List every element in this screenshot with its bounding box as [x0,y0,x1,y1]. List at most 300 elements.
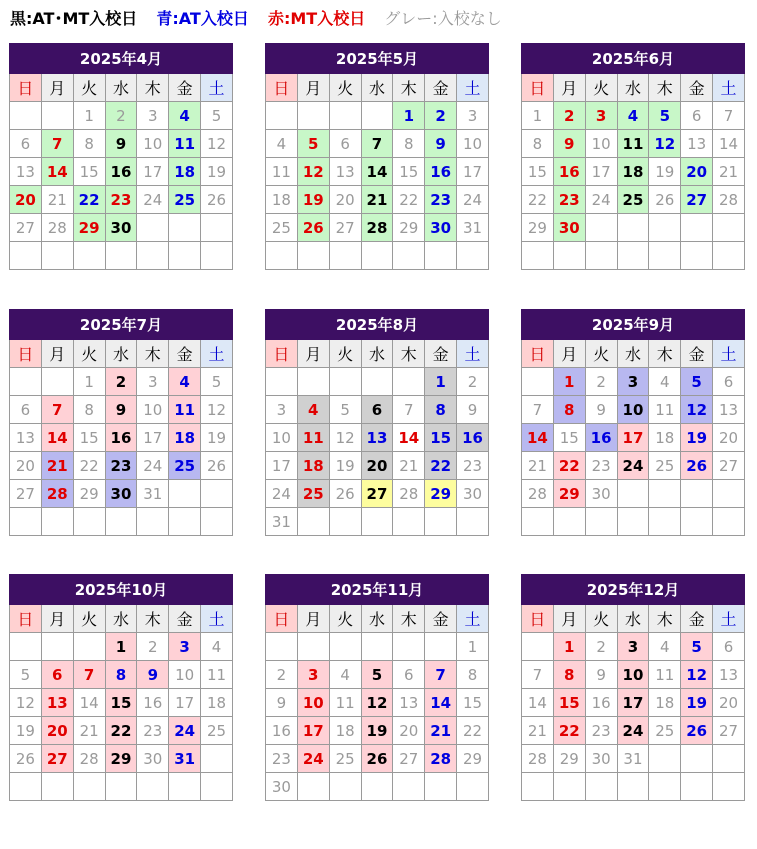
weekday-header: 金 [425,74,457,102]
day-cell: 21 [522,717,554,745]
day-cell: 22 [73,452,105,480]
day-cell: 28 [522,480,554,508]
day-cell: 18 [297,452,329,480]
day-cell: 14 [41,424,73,452]
day-cell: 18 [169,158,201,186]
empty-cell [713,480,745,508]
weekday-header: 土 [713,74,745,102]
day-cell: 9 [105,130,137,158]
empty-cell [266,102,298,130]
day-cell: 4 [649,368,681,396]
empty-cell [393,508,425,536]
month-title: 2025年5月 [266,44,489,74]
day-cell: 7 [522,661,554,689]
day-cell: 29 [105,745,137,773]
empty-cell [457,242,489,270]
month-calendar [521,43,745,270]
day-cell: 19 [201,424,233,452]
day-cell: 18 [266,186,298,214]
day-cell: 27 [681,186,713,214]
day-cell: 3 [585,102,617,130]
empty-cell [393,368,425,396]
day-cell: 11 [297,424,329,452]
empty-cell [73,508,105,536]
day-cell: 29 [73,214,105,242]
day-cell: 8 [553,396,585,424]
empty-cell [297,773,329,801]
day-cell: 11 [169,396,201,424]
day-cell: 29 [553,480,585,508]
empty-cell [585,242,617,270]
day-cell: 15 [553,424,585,452]
day-cell: 24 [137,452,169,480]
day-cell: 8 [105,661,137,689]
weekday-header: 日 [10,340,42,368]
day-cell: 4 [617,102,649,130]
weekday-header: 水 [617,605,649,633]
empty-cell [297,633,329,661]
day-cell: 11 [649,396,681,424]
day-cell: 14 [41,158,73,186]
day-cell: 16 [425,158,457,186]
day-cell: 1 [425,368,457,396]
day-cell: 2 [105,368,137,396]
empty-cell [10,633,42,661]
empty-cell [41,368,73,396]
day-cell: 13 [41,689,73,717]
empty-cell [617,508,649,536]
day-cell: 24 [457,186,489,214]
month-calendar [521,574,745,801]
day-cell: 18 [201,689,233,717]
day-cell: 20 [361,452,393,480]
day-cell: 23 [553,186,585,214]
day-cell: 8 [393,130,425,158]
day-cell: 17 [137,424,169,452]
empty-cell [137,773,169,801]
day-cell: 22 [393,186,425,214]
day-cell: 8 [425,396,457,424]
day-cell: 12 [10,689,42,717]
day-cell: 28 [522,745,554,773]
day-cell: 29 [425,480,457,508]
day-cell: 22 [457,717,489,745]
day-cell: 28 [73,745,105,773]
empty-cell [713,745,745,773]
empty-cell [713,214,745,242]
day-cell: 15 [73,158,105,186]
day-cell: 25 [329,745,361,773]
weekday-header: 月 [553,340,585,368]
day-cell: 25 [169,186,201,214]
weekday-header: 水 [361,340,393,368]
weekday-header: 火 [73,74,105,102]
empty-cell [393,242,425,270]
day-cell: 26 [361,745,393,773]
day-cell: 23 [585,717,617,745]
day-cell: 14 [522,689,554,717]
day-cell: 12 [649,130,681,158]
day-cell: 10 [137,396,169,424]
day-cell: 16 [137,689,169,717]
month-calendar [9,574,233,801]
day-cell: 4 [297,396,329,424]
day-cell: 11 [617,130,649,158]
weekday-header: 水 [105,340,137,368]
empty-cell [169,214,201,242]
day-cell: 22 [425,452,457,480]
day-cell: 27 [10,214,42,242]
empty-cell [73,773,105,801]
day-cell: 28 [41,214,73,242]
day-cell: 16 [105,158,137,186]
empty-cell [649,480,681,508]
day-cell: 17 [266,452,298,480]
day-cell: 3 [297,661,329,689]
empty-cell [393,633,425,661]
day-cell: 19 [649,158,681,186]
day-cell: 24 [266,480,298,508]
day-cell: 13 [10,158,42,186]
day-cell: 17 [297,717,329,745]
weekday-header: 水 [105,74,137,102]
day-cell: 1 [105,633,137,661]
empty-cell [553,773,585,801]
weekday-header: 土 [457,74,489,102]
day-cell: 13 [393,689,425,717]
day-cell: 27 [329,214,361,242]
empty-cell [361,242,393,270]
month-calendar [265,574,489,801]
day-cell: 15 [73,424,105,452]
day-cell: 22 [522,186,554,214]
day-cell: 2 [553,102,585,130]
weekday-header: 日 [10,74,42,102]
weekday-header: 金 [681,340,713,368]
day-cell: 6 [713,633,745,661]
empty-cell [553,242,585,270]
weekday-header: 金 [425,605,457,633]
day-cell: 1 [553,368,585,396]
empty-cell [522,242,554,270]
day-cell: 5 [681,368,713,396]
day-cell: 10 [169,661,201,689]
day-cell: 21 [425,717,457,745]
day-cell: 10 [457,130,489,158]
day-cell: 22 [105,717,137,745]
empty-cell [329,633,361,661]
weekday-header: 火 [329,340,361,368]
weekday-header: 金 [169,605,201,633]
empty-cell [681,214,713,242]
day-cell: 25 [201,717,233,745]
day-cell: 31 [137,480,169,508]
empty-cell [329,773,361,801]
day-cell: 15 [553,689,585,717]
weekday-header: 火 [585,74,617,102]
empty-cell [522,368,554,396]
empty-cell [41,773,73,801]
day-cell: 7 [41,396,73,424]
legend-blue: 青:AT入校日 [156,9,249,28]
day-cell: 22 [553,717,585,745]
weekday-header: 日 [522,340,554,368]
day-cell: 10 [617,661,649,689]
weekday-header: 日 [522,74,554,102]
empty-cell [617,773,649,801]
day-cell: 15 [393,158,425,186]
weekday-header: 木 [393,74,425,102]
day-cell: 18 [329,717,361,745]
day-cell: 14 [713,130,745,158]
day-cell: 29 [522,214,554,242]
day-cell: 24 [297,745,329,773]
weekday-header: 火 [73,605,105,633]
day-cell: 16 [457,424,489,452]
empty-cell [41,633,73,661]
weekday-header: 木 [649,340,681,368]
day-cell: 12 [201,130,233,158]
empty-cell [201,242,233,270]
day-cell: 3 [137,102,169,130]
weekday-header: 水 [105,605,137,633]
empty-cell [393,773,425,801]
day-cell: 26 [681,717,713,745]
day-cell: 10 [266,424,298,452]
empty-cell [297,102,329,130]
day-cell: 14 [425,689,457,717]
day-cell: 30 [266,773,298,801]
empty-cell [713,508,745,536]
day-cell: 11 [169,130,201,158]
month-title: 2025年8月 [266,310,489,340]
empty-cell [105,773,137,801]
day-cell: 24 [617,452,649,480]
month-calendar [9,309,233,536]
day-cell: 1 [553,633,585,661]
day-cell: 20 [393,717,425,745]
weekday-header: 木 [393,605,425,633]
weekday-header: 火 [329,74,361,102]
legend-red: 赤:MT入校日 [267,9,366,28]
day-cell: 31 [169,745,201,773]
day-cell: 20 [329,186,361,214]
day-cell: 24 [585,186,617,214]
empty-cell [41,242,73,270]
day-cell: 12 [681,396,713,424]
day-cell: 20 [713,424,745,452]
day-cell: 2 [457,368,489,396]
day-cell: 23 [137,717,169,745]
day-cell: 27 [10,480,42,508]
empty-cell [329,368,361,396]
weekday-header: 金 [681,74,713,102]
day-cell: 9 [105,396,137,424]
weekday-header: 火 [585,340,617,368]
day-cell: 20 [713,689,745,717]
day-cell: 30 [137,745,169,773]
empty-cell [297,508,329,536]
day-cell: 19 [681,424,713,452]
month-title: 2025年12月 [522,575,745,605]
day-cell: 4 [329,661,361,689]
day-cell: 7 [713,102,745,130]
day-cell: 21 [41,186,73,214]
empty-cell [10,508,42,536]
day-cell: 9 [425,130,457,158]
day-cell: 29 [457,745,489,773]
day-cell: 24 [137,186,169,214]
empty-cell [425,633,457,661]
day-cell: 5 [649,102,681,130]
day-cell: 30 [553,214,585,242]
day-cell: 12 [361,689,393,717]
empty-cell [105,242,137,270]
weekday-header: 木 [393,340,425,368]
empty-cell [10,773,42,801]
weekday-header: 木 [649,74,681,102]
day-cell: 19 [681,689,713,717]
empty-cell [425,773,457,801]
weekday-header: 土 [713,605,745,633]
empty-cell [361,773,393,801]
empty-cell [201,214,233,242]
empty-cell [41,102,73,130]
day-cell: 27 [713,717,745,745]
empty-cell [169,508,201,536]
empty-cell [457,508,489,536]
day-cell: 17 [169,689,201,717]
empty-cell [553,508,585,536]
day-cell: 29 [73,480,105,508]
month-title: 2025年4月 [10,44,233,74]
day-cell: 10 [617,396,649,424]
empty-cell [137,242,169,270]
empty-cell [585,773,617,801]
day-cell: 2 [105,102,137,130]
day-cell: 14 [73,689,105,717]
day-cell: 13 [681,130,713,158]
day-cell: 9 [585,396,617,424]
day-cell: 30 [585,745,617,773]
weekday-header: 日 [522,605,554,633]
day-cell: 4 [649,633,681,661]
day-cell: 4 [201,633,233,661]
empty-cell [10,368,42,396]
day-cell: 21 [73,717,105,745]
empty-cell [266,368,298,396]
empty-cell [617,480,649,508]
weekday-header: 土 [201,340,233,368]
day-cell: 22 [553,452,585,480]
day-cell: 7 [361,130,393,158]
day-cell: 26 [681,452,713,480]
legend [10,6,516,32]
legend-gray: グレー:入校なし [384,9,502,28]
empty-cell [297,368,329,396]
day-cell: 28 [393,480,425,508]
weekday-header: 金 [169,74,201,102]
day-cell: 16 [553,158,585,186]
day-cell: 13 [329,158,361,186]
day-cell: 3 [137,368,169,396]
weekday-header: 水 [361,605,393,633]
weekday-header: 月 [553,605,585,633]
empty-cell [169,480,201,508]
empty-cell [201,773,233,801]
day-cell: 20 [10,452,42,480]
empty-cell [681,242,713,270]
day-cell: 3 [617,633,649,661]
day-cell: 21 [393,452,425,480]
day-cell: 7 [73,661,105,689]
empty-cell [201,480,233,508]
day-cell: 13 [361,424,393,452]
day-cell: 5 [681,633,713,661]
weekday-header: 月 [297,605,329,633]
day-cell: 25 [649,717,681,745]
day-cell: 9 [457,396,489,424]
weekday-header: 月 [41,74,73,102]
month-title: 2025年9月 [522,310,745,340]
day-cell: 21 [361,186,393,214]
day-cell: 3 [169,633,201,661]
day-cell: 30 [425,214,457,242]
day-cell: 20 [41,717,73,745]
day-cell: 18 [649,424,681,452]
day-cell: 2 [585,368,617,396]
legend-black: 黒:AT･MT入校日 [10,9,138,28]
weekday-header: 月 [297,340,329,368]
weekday-header: 水 [617,74,649,102]
day-cell: 16 [585,424,617,452]
month-title: 2025年7月 [10,310,233,340]
day-cell: 14 [522,424,554,452]
day-cell: 31 [457,214,489,242]
empty-cell [522,773,554,801]
day-cell: 6 [329,130,361,158]
day-cell: 15 [425,424,457,452]
weekday-header: 火 [73,340,105,368]
empty-cell [201,745,233,773]
day-cell: 5 [10,661,42,689]
day-cell: 8 [457,661,489,689]
empty-cell [713,773,745,801]
day-cell: 9 [137,661,169,689]
day-cell: 16 [585,689,617,717]
empty-cell [329,102,361,130]
day-cell: 19 [297,186,329,214]
day-cell: 18 [649,689,681,717]
day-cell: 7 [393,396,425,424]
day-cell: 25 [169,452,201,480]
day-cell: 13 [713,661,745,689]
weekday-header: 火 [585,605,617,633]
weekday-header: 木 [137,605,169,633]
day-cell: 14 [361,158,393,186]
day-cell: 28 [41,480,73,508]
day-cell: 5 [201,368,233,396]
day-cell: 26 [649,186,681,214]
day-cell: 23 [266,745,298,773]
empty-cell [617,214,649,242]
day-cell: 8 [553,661,585,689]
day-cell: 18 [617,158,649,186]
day-cell: 27 [393,745,425,773]
empty-cell [522,633,554,661]
day-cell: 18 [169,424,201,452]
empty-cell [457,773,489,801]
